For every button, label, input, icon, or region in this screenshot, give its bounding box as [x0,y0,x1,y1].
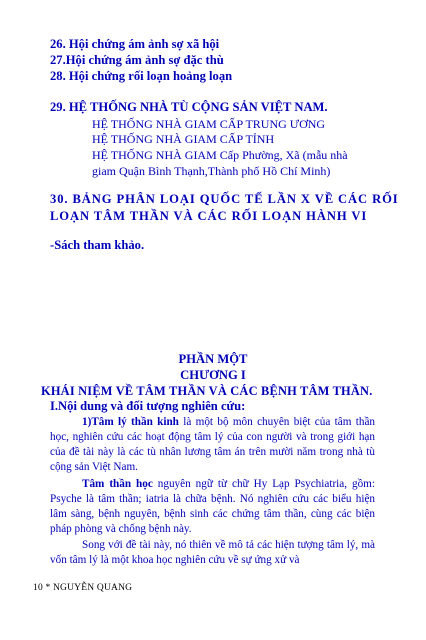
paragraph-1-lead: 1)Tâm lý thần kinh [82,416,179,428]
section-29-line: HỆ THỐNG NHÀ GIAM Cấp Phường, Xã (mẫu nhà [92,148,348,162]
paragraph-1 [50,415,375,475]
paragraph-2 [50,477,375,537]
section-heading: I.Nội dung và đối tượng nghiên cứu: [50,399,246,413]
chapter-title: KHÁI NIỆM VỀ TÂM THẦN VÀ CÁC BỆNH TÂM THẦN. [41,384,373,398]
chapter-number: CHƯƠNG I [180,368,246,382]
references-link: -Sách tham khảo. [50,238,145,252]
paragraph-2-text: nguyên ngữ từ chữ Hy Lạp Psychiatria, gồm: Psyche là tâm thần; iatria là chữa bệnh. Nó nghiên cứu các biểu hiện lâm sàng, bệnh nguyên, bệnh sinh các chứng tâm thần, cùng các biện pháp phòng và chống bệnh này. [50,478,375,535]
section-29-line: giam Quận Bình Thạnh,Thành phố Hồ Chí Minh) [92,164,331,178]
section-29-line: HỆ THỐNG NHÀ GIAM CẤP TỈNH [92,132,275,146]
list-item-27: 27.Hội chứng ám ảnh sợ đặc thù [50,53,224,67]
part-title: PHẦN MỘT [178,352,248,366]
page-footer: 10 * NGUYỄN QUANG [33,583,133,593]
list-item-26: 26. Hội chứng ám ảnh sợ xã hội [50,37,220,51]
list-item-28: 28. Hội chứng rối loạn hoảng loạn [50,69,233,83]
paragraph-2-lead: Tâm thần học [82,478,153,490]
section-30-heading-cont: LOẠN TÂM THẦN VÀ CÁC RỐI LOẠN HÀNH VI [50,209,368,223]
paragraph-3 [50,538,375,568]
section-29-heading: 29. HỆ THỐNG NHÀ TÙ CỘNG SẢN VIỆT NAM. [50,100,328,114]
section-29-line: HỆ THỐNG NHÀ GIAM CẤP TRUNG ƯƠNG [92,117,326,131]
paragraph-1-text: là một bộ môn chuyên biệt của tâm thần học, nghiên cứu các hoạt động tâm lý của con người và trong giới hạn của đề tài này là các tù nhân lương tâm án trên mười năm trong nhà tù cộng sản Việt Nam. [50,416,375,473]
paragraph-3-text: Song với đề tài này, nó thiên về mô tả các hiện tượng tâm lý, mà vốn tâm lý là một khoa học nghiên cứu về sự ứng xử và [50,539,375,566]
section-30-heading: 30. BẢNG PHÂN LOẠI QUỐC TẾ LẦN X VỀ CÁC RỐI [50,192,399,206]
